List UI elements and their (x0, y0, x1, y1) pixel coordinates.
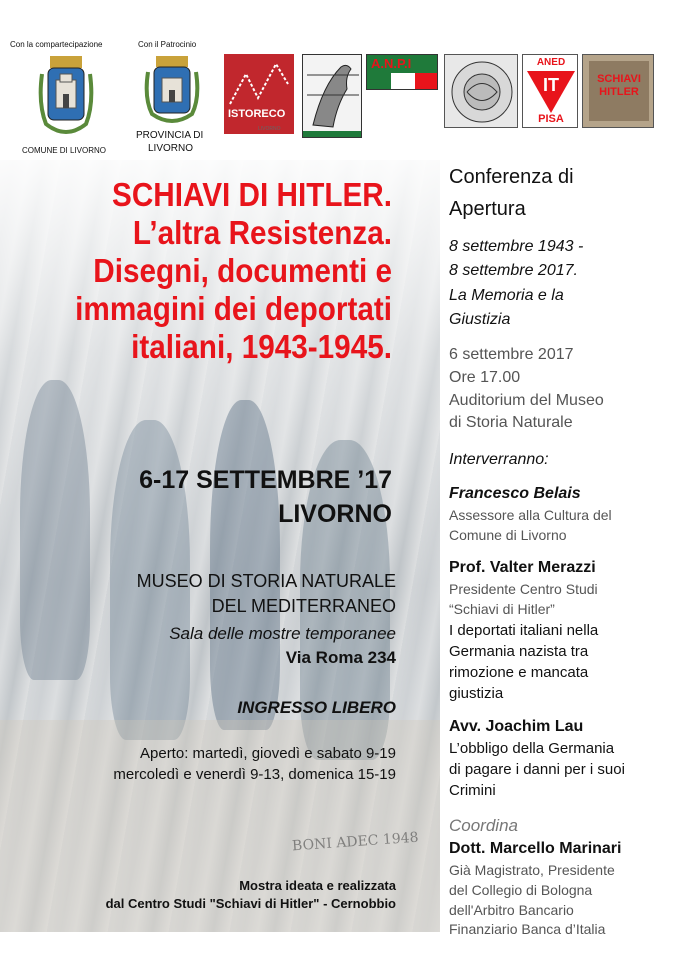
istoreco-mark-icon (224, 54, 294, 114)
caption-comune-top: Con la compartecipazione (10, 40, 103, 49)
conference-heading-2: Apertura (449, 198, 526, 220)
coordinator-label: Coordina (449, 816, 518, 835)
entry-info: INGRESSO LIBERO (237, 698, 396, 717)
title-line: immagini dei deportati (75, 290, 393, 327)
painting-inscription: BONI ADEC 1948 (291, 829, 420, 855)
ex-internati-association-logo (444, 54, 518, 128)
aned-label: ANED (536, 57, 566, 68)
speaker3-name: Avv. Joachim Lau (449, 718, 584, 735)
istoreco-label: ISTORECO (228, 108, 286, 120)
venue-name-1: MUSEO DI STORIA NATURALE (136, 571, 396, 591)
provincia-livorno-crest-icon (142, 54, 202, 130)
speaker2-name: Prof. Valter Merazzi (449, 559, 596, 576)
speaker2-topic-line: giustizia (449, 685, 504, 702)
caption-provincia-bottom-2: LIVORNO (148, 143, 194, 154)
schiavi-logo-label: SCHIAVI HITLER (597, 73, 641, 98)
caption-provincia-bottom-1: PROVINCIA DI (136, 130, 204, 141)
title-line: L’altra Resistenza. (132, 214, 392, 251)
istoreco-logo (224, 54, 294, 134)
sponsor-logo-bar (0, 0, 678, 160)
conference-theme-line: 8 settembre 1943 - (449, 238, 584, 255)
coordinator-role-line: Finanziario Banca d’Italia (449, 921, 606, 937)
aned-it-label: IT (543, 75, 559, 95)
coordinator-role-line: Già Magistrato, Presidente (449, 862, 615, 878)
painted-figure (210, 400, 280, 730)
painted-figure (20, 380, 90, 680)
eagle-icon (303, 55, 362, 138)
barbed-wire-icon (445, 55, 518, 128)
opening-hours-2: mercoledì e venerdì 9-13, domenica 15-19 (113, 766, 396, 783)
venue-room: Sala delle mostre temporanee (169, 624, 396, 643)
speaker3-topic-line: L’obbligo della Germania (449, 740, 615, 757)
exhibition-dates: 6-17 SETTEMBRE ’17 (139, 466, 392, 494)
coordinator-role-line: del Collegio di Bologna (449, 882, 593, 898)
conference-theme-line: Giustizia (449, 311, 511, 328)
aned-pisa-label: PISA (538, 113, 564, 125)
speakers-label: Interverranno: (449, 451, 549, 468)
credit-line-2: dal Centro Studi "Schiavi di Hitler" - Cernobbio (105, 896, 396, 911)
speaker2-role-1: Presidente Centro Studi (449, 581, 598, 597)
speaker2-topic-line: I deportati italiani nella (449, 622, 599, 639)
coordinator-name: Dott. Marcello Marinari (449, 840, 622, 857)
title-line: Disegni, documenti e (93, 252, 392, 289)
speaker1-role-2: Comune di Livorno (449, 527, 567, 543)
caption-provincia-top: Con il Patrocinio (138, 40, 197, 49)
anpi-logo (366, 54, 438, 90)
anpi-label: A.N.P.I (371, 56, 412, 71)
opening-hours-1: Aperto: martedì, giovedì e sabato 9-19 (140, 745, 396, 762)
speaker3-topic-line: Crimini (449, 782, 496, 799)
speaker1-role-1: Assessore alla Cultura del (449, 507, 612, 523)
schiavi-di-hitler-logo (582, 54, 654, 128)
venue-name-2: DEL MEDITERRANEO (211, 596, 396, 616)
conference-theme-line: La Memoria e la (449, 287, 564, 304)
speaker2-role-2: “Schiavi di Hitler” (449, 601, 555, 617)
venue-address: Via Roma 234 (285, 648, 396, 667)
conference-theme-line: 8 settembre 2017. (449, 262, 578, 279)
credit-line-1: Mostra ideata e realizzata (239, 878, 396, 893)
conference-date: 6 settembre 2017 (449, 346, 574, 363)
speaker3-topic-line: di pagare i danni per i suoi (449, 761, 625, 778)
aned-pisa-logo (522, 54, 578, 128)
exhibition-city: LIVORNO (278, 500, 392, 528)
title-line: SCHIAVI DI HITLER. (112, 176, 392, 213)
speaker1-name: Francesco Belais (449, 485, 581, 502)
title-line: italiani, 1943-1945. (131, 328, 392, 365)
conference-time: Ore 17.00 (449, 369, 521, 386)
comune-livorno-crest-icon (36, 54, 96, 142)
caption-comune-bottom: COMUNE DI LIVORNO (22, 146, 107, 155)
coordinator-role-line: dell'Arbitro Bancario (449, 902, 574, 918)
eagle-emblem-logo (302, 54, 362, 138)
speaker2-topic-line: Germania nazista tra (449, 643, 589, 660)
conference-place-2: di Storia Naturale (449, 414, 573, 431)
istoreco-sublabel: LIVORNO (258, 126, 281, 132)
conference-heading-1: Conferenza di (449, 166, 574, 188)
speaker2-topic-line: rimozione e mancata (449, 664, 589, 681)
exhibition-title (50, 176, 392, 366)
conference-place-1: Auditorium del Museo (449, 392, 604, 409)
